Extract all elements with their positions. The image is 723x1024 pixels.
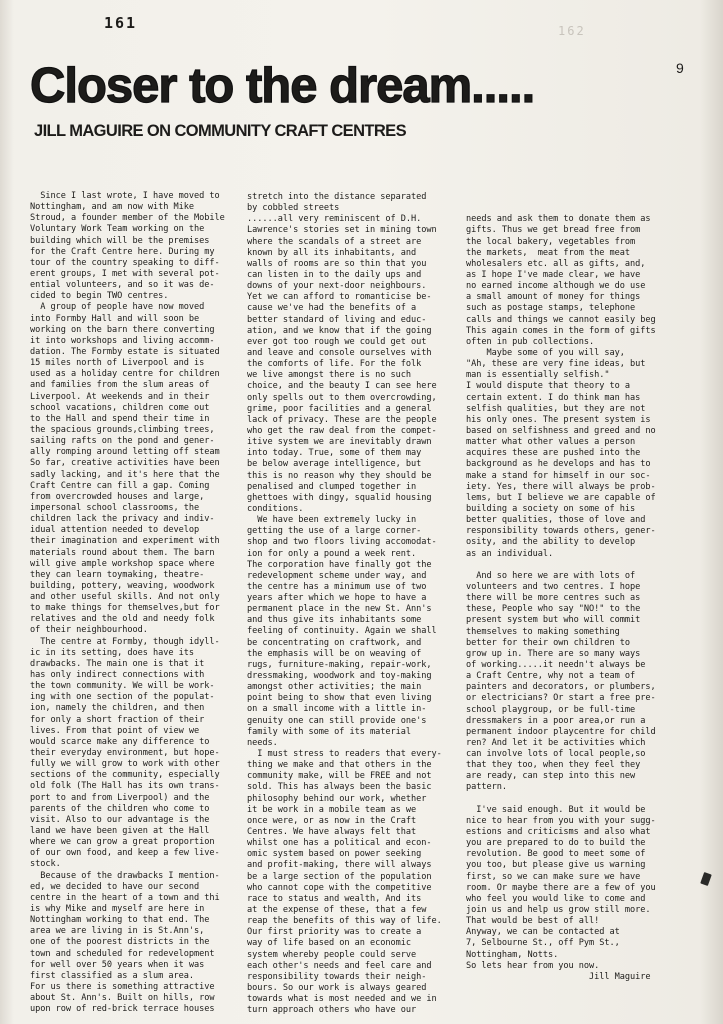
text-line: Liverpool. At weekends and in their xyxy=(30,391,210,402)
text-line: feeling of continuity. Again we shall xyxy=(247,626,437,637)
text-line: each other's needs and feel care and xyxy=(247,960,432,971)
text-line: who feel you would like to come and xyxy=(466,893,646,904)
text-line: towards what is most needed and we in xyxy=(247,994,437,1005)
text-line: That would be best of all! xyxy=(466,916,600,927)
text-line: centre in the heart of a town and thi xyxy=(30,892,220,903)
text-line: ential volunteers, and so it was de- xyxy=(30,280,215,291)
text-line: needs. xyxy=(247,737,278,748)
text-line: dressmakers in a poor area,or run a xyxy=(466,715,646,726)
text-line: sadly lacking, and it's here that the xyxy=(30,469,220,480)
text-line: building a society on some of his xyxy=(466,503,636,514)
text-line: sailing rafts on the pond and gener- xyxy=(30,436,215,447)
text-line: acquires these are pushed into the xyxy=(466,448,641,459)
text-line: it be work in a mobile team as we xyxy=(247,804,417,815)
text-line: and families from the slum areas of xyxy=(30,380,210,391)
text-line: better standard of living and educ- xyxy=(247,314,427,325)
text-line: Anyway, we can be contacted at xyxy=(466,927,620,938)
text-line: ghettoes with dingy, squalid housing xyxy=(247,492,432,503)
text-line: grime, poor facilities and a general xyxy=(247,403,432,414)
text-line: stock. xyxy=(30,859,61,870)
text-line: from overcrowded houses and large, xyxy=(30,491,205,502)
text-line: often in pub collections. xyxy=(466,336,595,347)
text-line: way of life based on an economic xyxy=(247,938,411,949)
text-line: will give ample workshop space where xyxy=(30,558,215,569)
text-line: be a large section of the population xyxy=(247,871,432,882)
text-line: Nottingham, Notts. xyxy=(466,949,559,960)
text-line: So far, creative activities have been xyxy=(30,458,220,469)
text-line: This again comes in the form of gifts xyxy=(466,325,656,336)
text-line: such as postage stamps, telephone xyxy=(466,303,636,314)
text-line: once were, or as now in the Craft xyxy=(247,815,417,826)
text-line: cided to begin TWO centres. xyxy=(30,291,169,302)
text-line: grow up in. There are so many ways xyxy=(466,648,641,659)
text-line: race to status and wealth, And its xyxy=(247,893,422,904)
text-line: downs of your next-door neighbours. xyxy=(247,281,427,292)
text-line: one of the poorest districts in the xyxy=(30,937,210,948)
text-line: or electricians? Or start a free pre- xyxy=(466,693,656,704)
text-line: visit. Also to our advantage is the xyxy=(30,814,210,825)
text-line: as an individual. xyxy=(466,548,554,559)
text-line: better qualities, those of love and xyxy=(466,515,646,526)
text-line: Maybe some of you will say, xyxy=(466,348,625,358)
text-line: area we are living in is St.Ann's, xyxy=(30,926,205,937)
text-line: that they too, when they feel they xyxy=(466,760,641,771)
text-line: idual attention needed to develop xyxy=(30,525,200,536)
text-line: gifts. Thus we get bread free from xyxy=(466,225,641,236)
text-line: and leave and console ourselves with xyxy=(247,347,432,358)
text-line: dressmaking, woodwork and toy-making xyxy=(247,671,432,682)
text-line: So lets hear from you now. xyxy=(466,960,600,971)
text-line: fully we will grow to work with other xyxy=(30,759,220,770)
text-line: community make, will be FREE and not xyxy=(247,771,432,782)
text-line: be concentrating on craftwork, and xyxy=(247,637,422,648)
text-line: pattern. xyxy=(466,782,507,793)
text-line: The corporation have finally got the xyxy=(247,559,432,570)
text-line: certain extent. I do think man has xyxy=(466,392,641,403)
text-line: the markets, meat from the meat xyxy=(466,247,630,258)
text-line: rugs, furniture-making, repair-work, xyxy=(247,659,432,670)
text-line: permanent indoor playcentre for child xyxy=(466,726,656,737)
text-line: first classified as a slum area. xyxy=(30,970,194,981)
text-line: it into workshops and living accomm- xyxy=(30,335,215,346)
text-line: ed, we decided to have our second xyxy=(30,881,200,892)
text-line: I must stress to readers that every- xyxy=(247,749,442,760)
page-number-right: 9 xyxy=(676,60,684,76)
text-line: 7, Selbourne St., off Pym St., xyxy=(466,938,620,949)
author-signature: Jill Maguire xyxy=(466,971,651,982)
text-line: they can learn toymaking, theatre- xyxy=(30,569,205,580)
text-line: known by all its inhabitants, and xyxy=(247,247,417,258)
text-line: building, pottery, weaving, woodwork xyxy=(30,580,215,591)
text-line: lack of privacy. These are the people xyxy=(247,414,437,425)
text-line: estions and criticisms and also what xyxy=(466,827,651,838)
text-line: ......all very reminiscent of D.H. xyxy=(247,214,422,225)
text-line: the spacious grounds,climbing trees, xyxy=(30,424,215,435)
text-line: ever got too rough we could get out xyxy=(247,336,427,347)
text-line: this is no reason why they should be xyxy=(247,470,432,481)
text-line: you too, but please give us warning xyxy=(466,860,646,871)
text-line: getting the use of a large corner- xyxy=(247,526,422,537)
text-line: into today. True, some of them may xyxy=(247,448,422,459)
text-line: matter what other values a person xyxy=(466,437,636,448)
text-line: join us and help us grow still more. xyxy=(466,905,651,916)
text-line: better for their own children to xyxy=(466,637,630,648)
text-line: his only ones. The present system is xyxy=(466,414,651,425)
text-line: Since I last wrote, I have moved to xyxy=(30,191,220,201)
text-line: materials round about them. The barn xyxy=(30,547,215,558)
text-line: point being to show that even living xyxy=(247,693,432,704)
text-line: working on the barn there converting xyxy=(30,324,215,335)
text-line: school vacations, children come out xyxy=(30,402,210,413)
text-line: iety. Yes, there will always be prob- xyxy=(466,481,656,492)
text-line: conditions. xyxy=(247,503,304,514)
text-line: who cannot cope with the competitive xyxy=(247,882,432,893)
text-line: responsibility towards their neigh- xyxy=(247,971,427,982)
text-line: shop and two floors living accomodat- xyxy=(247,537,437,548)
text-line: permanent place in the new St. Ann's xyxy=(247,604,432,615)
text-line: years after which we hope to have a xyxy=(247,593,427,604)
text-line: the emphasis will be on weaving of xyxy=(247,648,422,659)
text-line: the centre has a minimum use of two xyxy=(247,581,427,592)
text-line: 15 miles north of Liverpool and is xyxy=(30,358,205,369)
text-line: where we can grow a great proportion xyxy=(30,837,215,848)
text-line: We have been extremely lucky in xyxy=(247,515,417,526)
text-line: lives. From that point of view we xyxy=(30,725,200,736)
text-line: choice, and the beauty I can see here xyxy=(247,381,437,392)
text-line: cause we've had the benefits of a xyxy=(247,303,417,314)
text-line: these, People who say "NO!" to the xyxy=(466,604,641,615)
text-line: bours. So our work is always geared xyxy=(247,982,427,993)
text-line: on a small income with a little in- xyxy=(247,704,427,715)
text-line: building which will be the premises xyxy=(30,235,210,246)
text-line: selfish qualities, but they are not xyxy=(466,403,646,414)
text-line: and profit-making, there will always xyxy=(247,860,432,871)
page-number-faded: 162 xyxy=(558,24,586,38)
text-line: to make things for themselves,but for xyxy=(30,603,220,614)
text-line: erent groups, I met with several pot- xyxy=(30,268,220,279)
text-line: for the Craft Centre here. During my xyxy=(30,246,215,257)
text-line: Lawrence's stories set in mining town xyxy=(247,225,437,236)
text-line: and thus give its inhabitants some xyxy=(247,615,422,626)
text-line: can listen in to the daily ups and xyxy=(247,269,422,280)
text-line: based on selfishness and greed and no xyxy=(466,425,656,436)
text-line: system whereby people could serve xyxy=(247,949,417,960)
text-line: first, so we can make sure we have xyxy=(466,871,641,882)
text-line: drawbacks. The main one is that it xyxy=(30,658,205,669)
text-line: children lack the privacy and indiv- xyxy=(30,514,215,525)
text-line: old folk (The Hall has its own trans- xyxy=(30,781,220,792)
text-line: penalised and clumped together in xyxy=(247,481,417,492)
text-line: stretch into the distance separated xyxy=(247,192,427,202)
text-line: for only a short fraction of their xyxy=(30,714,205,725)
text-line: For us there is something attractive xyxy=(30,981,215,992)
text-line: of working.....it needn't always be xyxy=(466,659,646,670)
text-line: used as a holiday centre for children xyxy=(30,369,220,380)
text-line: sections of the community, especially xyxy=(30,770,220,781)
text-line: thing we make and that others in the xyxy=(247,760,432,771)
text-line: room. Or maybe there are a few of you xyxy=(466,882,656,893)
text-line: ion, namely the children, and then xyxy=(30,703,205,714)
text-line: painters and decorators, or plumbers, xyxy=(466,682,656,693)
text-line: "Ah, these are very fine ideas, but xyxy=(466,359,646,370)
text-line: sold. This has always been the basic xyxy=(247,782,432,793)
text-line: Craft Centre can fill a gap. Coming xyxy=(30,480,210,491)
text-line: ation, and we know that if the going xyxy=(247,325,432,336)
article-headline: Closer to the dream..... xyxy=(30,59,535,113)
text-line: volunteers and two centres. I hope xyxy=(466,581,641,592)
text-line: no earned income although we do use xyxy=(466,281,646,292)
text-line: has only indirect connections with xyxy=(30,670,205,681)
text-line: A group of people have now moved xyxy=(30,302,205,313)
text-line: themselves to making something xyxy=(466,626,620,637)
text-line: are ready, can step into this new xyxy=(466,771,636,782)
text-line: tour of the country speaking to diff- xyxy=(30,257,220,268)
text-line: the comforts of life. For the folk xyxy=(247,359,422,370)
text-line: is why Mike and myself are here in xyxy=(30,904,205,914)
text-line: whilst one has a political and econ- xyxy=(247,838,432,849)
text-line: amongst other activities; the main xyxy=(247,682,422,693)
text-line: walls of rooms are so thin that you xyxy=(247,258,427,269)
text-line: where the scandals of a street are xyxy=(247,236,422,247)
article-byline: JILL MAGUIRE ON COMMUNITY CRAFT CENTRES xyxy=(34,122,406,140)
text-line: wholesalers etc. all as gifts, and, xyxy=(466,258,646,269)
text-line: revolution. Be good to meet some of xyxy=(466,849,646,860)
text-line: responsibility towards others, gener- xyxy=(466,526,656,537)
page-number-left: 161 xyxy=(104,14,138,32)
text-line: impersonal school classrooms, the xyxy=(30,502,200,513)
text-column-1 xyxy=(30,191,230,1015)
text-line: present system but who will commit xyxy=(466,615,641,626)
text-line: ion for only a pound a week rent. xyxy=(247,548,417,559)
text-line: Stroud, a founder member of the Mobile xyxy=(30,213,225,224)
text-line: the local bakery, vegetables from xyxy=(466,236,636,247)
text-line: Yet we can afford to romanticise be- xyxy=(247,292,432,303)
text-line: I would dispute that theory to a xyxy=(466,381,630,392)
text-line: be below average intelligence, but xyxy=(247,459,422,470)
text-line: ic in its setting, does have its xyxy=(30,647,194,658)
text-line: town and scheduled for redevelopment xyxy=(30,948,215,959)
text-line: lems, but I believe we are capable of xyxy=(466,492,656,503)
text-line: you are prepared to do to build the xyxy=(466,838,646,849)
text-line: of our own food, and keep a few live- xyxy=(30,848,220,859)
text-line: would scarce make any difference to xyxy=(30,736,210,747)
text-line: Because of the drawbacks I mention- xyxy=(30,870,220,881)
text-line: ally romping around letting off steam xyxy=(30,447,220,458)
text-line: calls and things we cannot easily beg xyxy=(466,314,656,325)
text-line: I've said enough. But it would be xyxy=(466,804,646,815)
text-line: only spells out to them overcrowding, xyxy=(247,392,437,403)
text-line: who get the raw deal from the compet- xyxy=(247,425,437,436)
text-line: land we have been given at the Hall xyxy=(30,826,210,837)
text-line: Voluntary Work Team working on the xyxy=(30,224,205,235)
text-column-2 xyxy=(247,192,459,1016)
text-line: relatives and the old and needy folk xyxy=(30,614,215,625)
text-line: upon row of red-brick terrace houses xyxy=(30,1004,215,1015)
text-line: And so here we are with lots of xyxy=(466,570,636,581)
text-line: by cobbled streets xyxy=(247,203,340,214)
text-line: itive system we are inevitably drawn xyxy=(247,437,432,448)
text-line: of their neighbourhood. xyxy=(30,625,148,636)
text-line: their everyday environment, but hope- xyxy=(30,748,220,759)
text-line xyxy=(466,560,696,571)
text-line: reap the benefits of this way of life. xyxy=(247,916,442,927)
text-line: Nottingham, and am now with Mike xyxy=(30,202,194,213)
text-line: the town community. We will be work- xyxy=(30,681,215,692)
text-column-3 xyxy=(466,192,696,983)
text-line: into Formby Hall and will soon be xyxy=(30,313,200,324)
text-line: at the expense of these, that a few xyxy=(247,905,427,915)
text-line: dation. The Formby estate is situated xyxy=(30,346,220,357)
text-line: school playgroup, or be full-time xyxy=(466,704,636,715)
text-line: we live amongst there is no such xyxy=(247,370,411,381)
text-line: background as he develops and has to xyxy=(466,459,651,470)
text-line: Our first priority was to create a xyxy=(247,927,422,938)
text-line: a small amount of money for things xyxy=(466,292,641,303)
text-line: omic system based on power seeking xyxy=(247,849,422,860)
text-line: about St. Ann's. Built on hills, row xyxy=(30,993,215,1004)
text-line: turn approach others who have our xyxy=(247,1005,417,1016)
text-line: a Craft Centre, why not a team of xyxy=(466,671,636,682)
text-line: philosophy behind our work, whether xyxy=(247,793,427,804)
text-line: family with some of its material xyxy=(247,726,411,737)
text-line: port to and from Liverpool) and the xyxy=(30,792,210,803)
ink-mark xyxy=(700,872,712,886)
text-line: osity, and the ability to develop xyxy=(466,537,636,548)
text-line: to the Hall and spend their time in xyxy=(30,413,210,424)
text-line: ren? And let it be activities which xyxy=(466,737,646,748)
text-line: needs and ask them to donate them as xyxy=(466,214,651,225)
text-line: as I hope I've made clear, we have xyxy=(466,270,641,281)
text-line: their imagination and experiment with xyxy=(30,536,220,547)
text-line: Nottingham working to that end. The xyxy=(30,915,210,926)
text-line: nice to hear from you with your sugg- xyxy=(466,815,656,826)
text-line: there will be more centres such as xyxy=(466,593,641,604)
text-line: make a stand for himself in our soc- xyxy=(466,470,651,481)
text-line: ing with one section of the populat- xyxy=(30,692,215,703)
text-line: The centre at Formby, though idyll- xyxy=(30,636,220,647)
text-line: can involve lots of local people,so xyxy=(466,749,646,760)
text-line: and other useful skills. And not only xyxy=(30,592,220,603)
text-line: redevelopment scheme under way, and xyxy=(247,570,427,581)
text-line: genuity one can still provide one's xyxy=(247,715,427,726)
text-line: parents of the children who come to xyxy=(30,803,210,814)
text-line: for well over 50 years when it was xyxy=(30,959,205,970)
text-line xyxy=(466,794,696,805)
text-line: Centres. We have always felt that xyxy=(247,827,417,838)
text-line: man is essentially selfish." xyxy=(466,370,610,381)
